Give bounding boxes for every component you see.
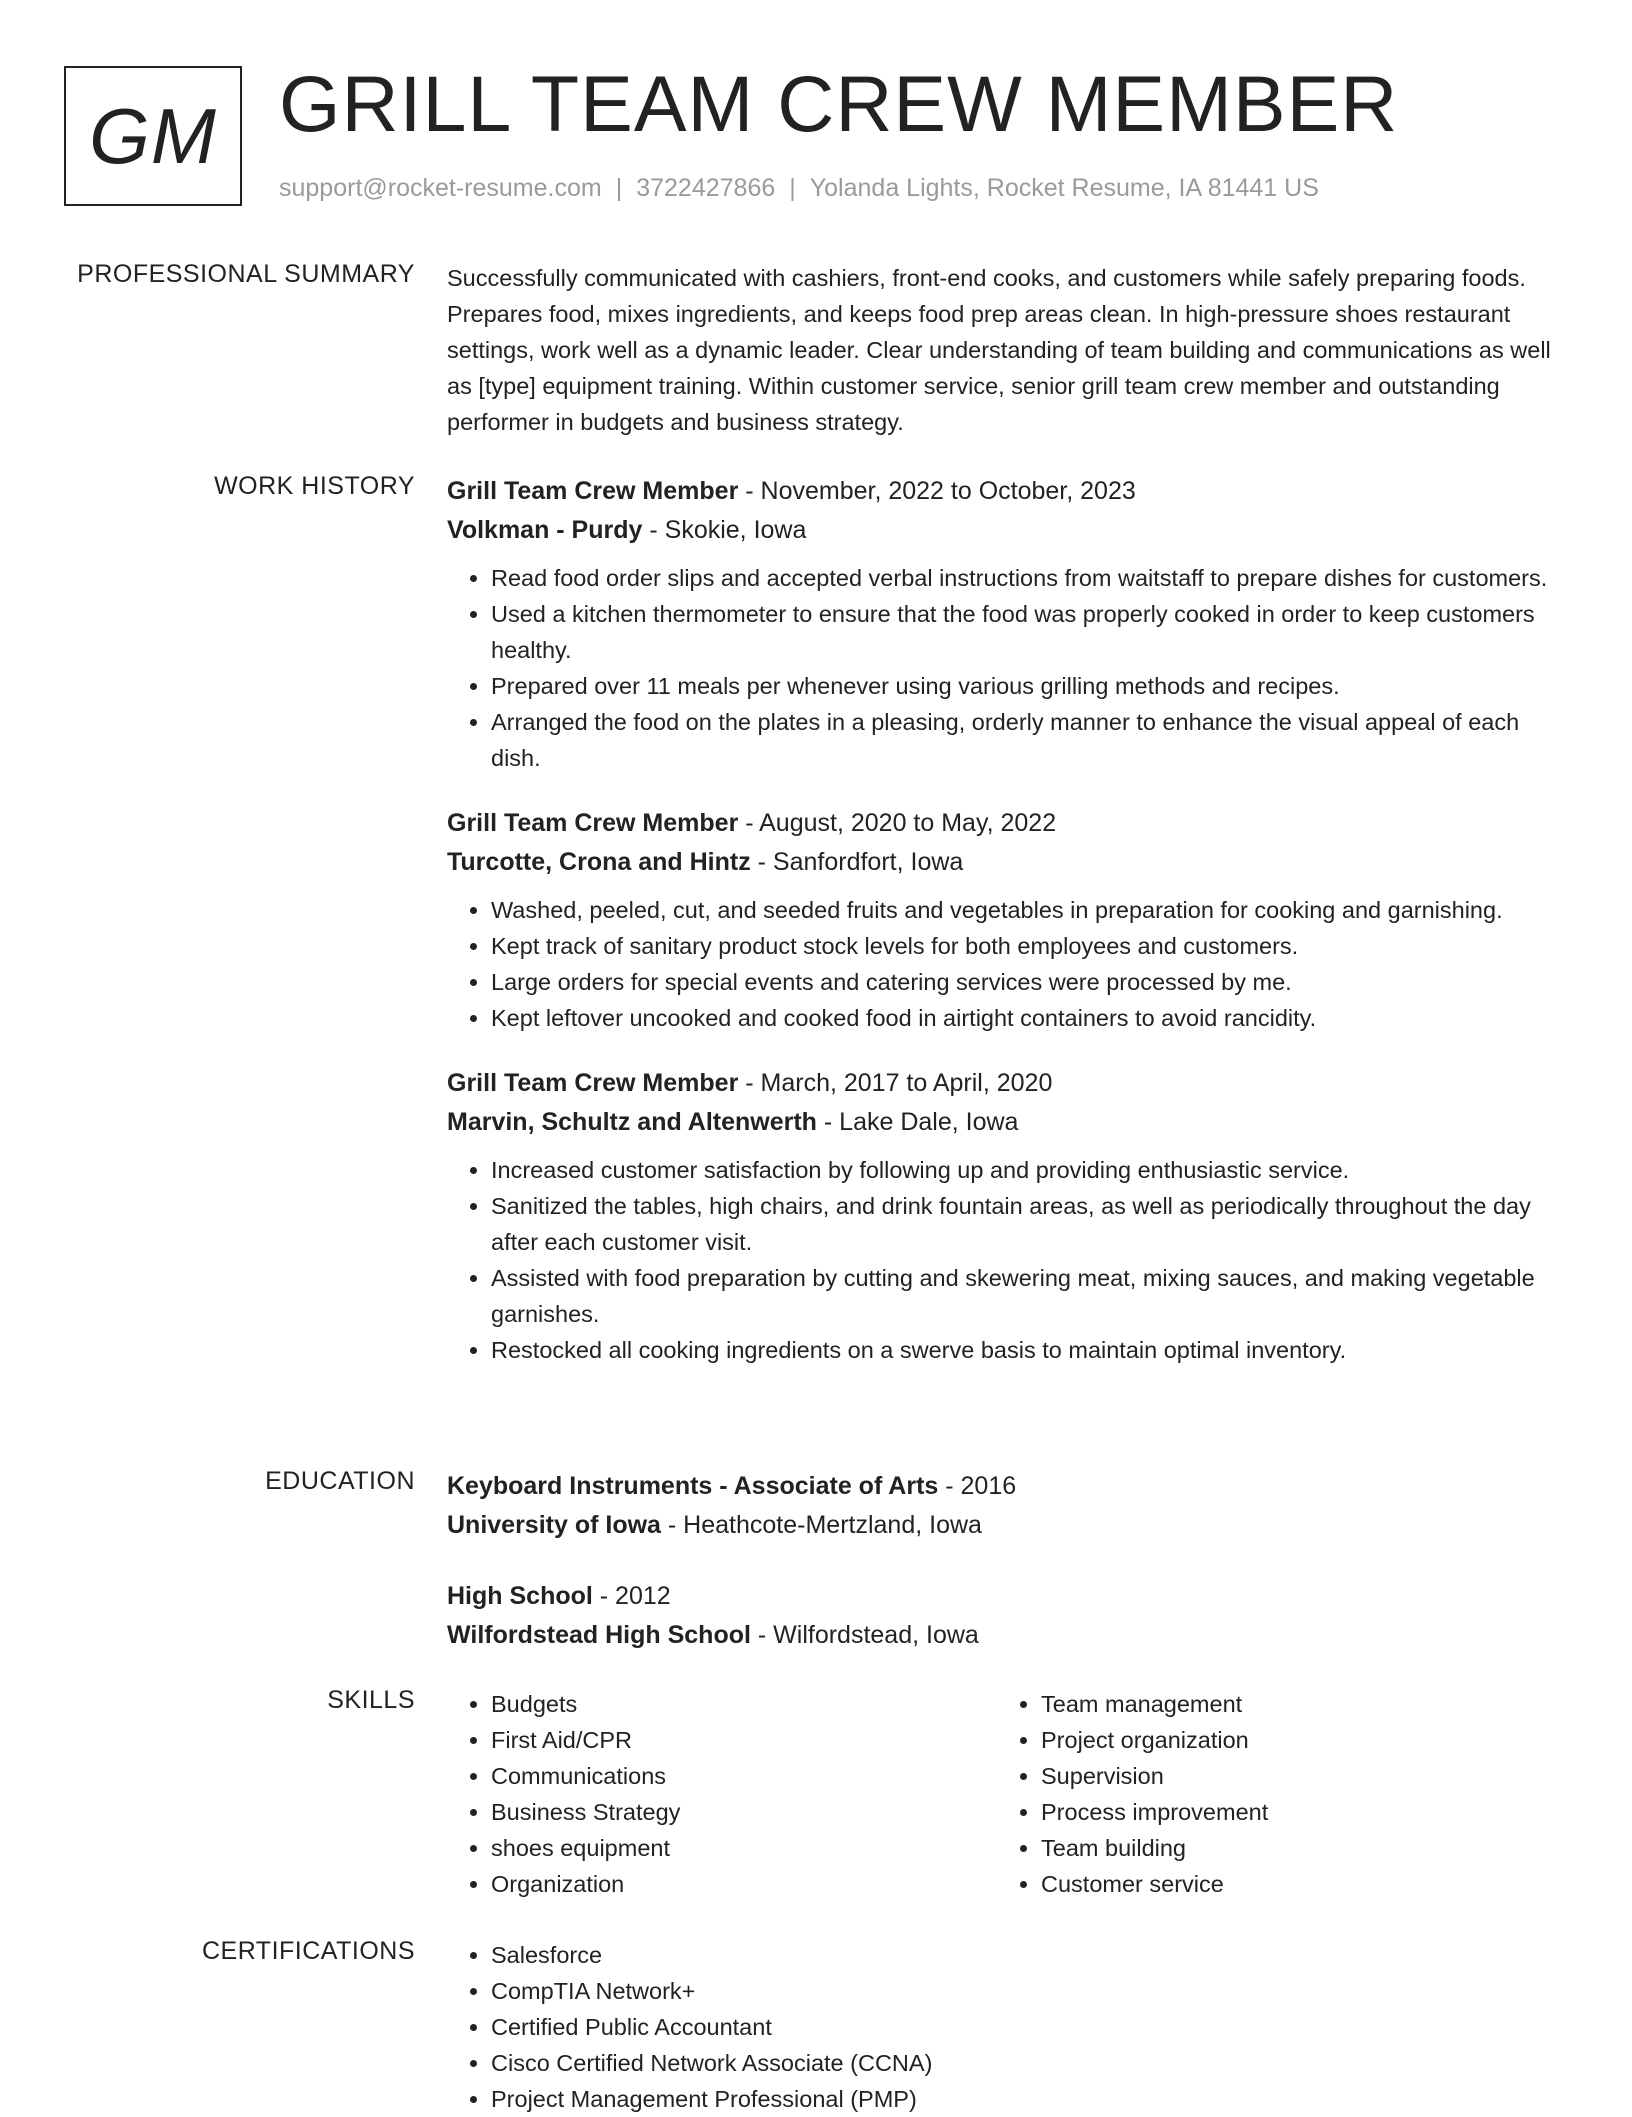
list-item: • Kept leftover uncooked and cooked food in airtight containers to avoid rancidity. [491, 1000, 1562, 1036]
job-company: Turcotte, Crona and Hintz [447, 848, 751, 876]
job-dates: - August, 2020 to May, 2022 [738, 809, 1057, 837]
skills-column-left [447, 1686, 997, 1902]
list-item: • Certified Public Accountant [491, 2009, 1562, 2045]
list-item: • Used a kitchen thermometer to ensure that the food was properly cooked in order to keep customers healthy. [491, 596, 1562, 668]
job-title-line [447, 472, 1562, 511]
job-title: Grill Team Crew Member [447, 809, 739, 837]
list-item: • Large orders for special events and catering services were processed by me. [491, 964, 1562, 1000]
resume-header [64, 59, 1564, 216]
list-item: • Assisted with food preparation by cutting and skewering meat, mixing sauces, and making vegetable garnishes. [491, 1260, 1562, 1332]
education-year: - 2012 [592, 1582, 671, 1610]
list-item: • Supervision [1041, 1758, 1547, 1794]
job-company: Volkman - Purdy [447, 516, 643, 544]
job-entry [447, 472, 1562, 776]
job-bullets [447, 1152, 1562, 1368]
education-school: University of Iowa [447, 1511, 661, 1539]
list-item: • Increased customer satisfaction by following up and providing enthusiastic service. [491, 1152, 1562, 1188]
work-history-body [447, 472, 1562, 1396]
job-entry [447, 1064, 1562, 1368]
job-dates: - March, 2017 to April, 2020 [738, 1069, 1053, 1097]
summary-text: Successfully communicated with cashiers, front-end cooks, and customers while safely preparing foods. Prepares food, mixes ingredients, and keeps food prep areas clean. In high-pressure shoes restaurant settings, work well as a dynamic leader. Clear understanding of team building and communications as well as [type] equipment training. Within customer service, senior grill team crew member and outstanding performer in budgets and business strategy. [447, 265, 1551, 435]
list-item: • Sanitized the tables, high chairs, and drink fountain areas, as well as periodically throughout the day after each customer visit. [491, 1188, 1562, 1260]
section-label-education: EDUCATION [265, 1467, 415, 1495]
list-item: • Washed, peeled, cut, and seeded fruits and vegetables in preparation for cooking and garnishing. [491, 892, 1562, 928]
job-location: - Lake Dale, Iowa [816, 1108, 1019, 1136]
job-bullets [447, 560, 1562, 776]
summary-body [447, 260, 1562, 440]
education-location: - Wilfordstead, Iowa [750, 1621, 979, 1649]
certifications-list [447, 1937, 1562, 2117]
skills-columns [447, 1686, 1562, 1902]
job-company: Marvin, Schultz and Altenwerth [447, 1108, 817, 1136]
section-label-certifications: CERTIFICATIONS [201, 1937, 415, 1965]
job-title-line [447, 804, 1562, 843]
education-school-line [447, 1506, 1562, 1545]
list-item: • CompTIA Network+ [491, 1973, 1562, 2009]
list-item: • Cisco Certified Network Associate (CCNA) [491, 2045, 1562, 2081]
list-item: • Read food order slips and accepted verbal instructions from waitstaff to prepare dishes for customers. [491, 560, 1562, 596]
job-entry [447, 804, 1562, 1036]
section-label-summary: PROFESSIONAL SUMMARY [77, 260, 415, 288]
job-location: - Sanfordfort, Iowa [750, 848, 964, 876]
list-item: • Project organization [1041, 1722, 1547, 1758]
list-item: • Prepared over 11 meals per whenever using various grilling methods and recipes. [491, 668, 1562, 704]
education-school-line [447, 1616, 1562, 1655]
contact-line [279, 174, 1319, 203]
education-entry [447, 1467, 1562, 1545]
list-item: • Kept track of sanitary product stock levels for both employees and customers. [491, 928, 1562, 964]
contact-address: Yolanda Lights, Rocket Resume, IA 81441 US [809, 174, 1319, 202]
list-item: • Business Strategy [491, 1794, 997, 1830]
job-bullets [447, 892, 1562, 1036]
education-degree: High School [447, 1582, 593, 1610]
job-title: Grill Team Crew Member [447, 477, 739, 505]
education-year: - 2016 [938, 1472, 1017, 1500]
job-location: - Skokie, Iowa [642, 516, 807, 544]
skills-list [997, 1686, 1547, 1902]
list-item: • First Aid/CPR [491, 1722, 997, 1758]
section-label-work-history: WORK HISTORY [214, 472, 415, 500]
list-item: • Budgets [491, 1686, 997, 1722]
contact-phone: 3722427866 [636, 174, 776, 202]
page-title: GRILL TEAM CREW MEMBER [279, 59, 1399, 148]
skills-column-right [997, 1686, 1547, 1902]
list-item: • Project Management Professional (PMP) [491, 2081, 1562, 2117]
education-entry [447, 1577, 1562, 1655]
education-school: Wilfordstead High School [447, 1621, 751, 1649]
skills-list [447, 1686, 997, 1902]
education-degree-line [447, 1467, 1562, 1506]
list-item: • Team management [1041, 1686, 1547, 1722]
list-item: • Restocked all cooking ingredients on a swerve basis to maintain optimal inventory. [491, 1332, 1562, 1368]
list-item: • Salesforce [491, 1937, 1562, 1973]
list-item: • Team building [1041, 1830, 1547, 1866]
job-company-line [447, 843, 1562, 882]
contact-email: support@rocket-resume.com [279, 174, 602, 202]
list-item: • shoes equipment [491, 1830, 997, 1866]
contact-separator: | [615, 174, 623, 202]
list-item: • Organization [491, 1866, 997, 1902]
education-body [447, 1467, 1562, 1687]
certifications-body [447, 1937, 1562, 2117]
monogram-logo: GM [64, 66, 242, 206]
section-label-skills: SKILLS [327, 1686, 415, 1714]
job-dates: - November, 2022 to October, 2023 [738, 477, 1136, 505]
job-title-line [447, 1064, 1562, 1103]
list-item: • Customer service [1041, 1866, 1547, 1902]
list-item: • Arranged the food on the plates in a pleasing, orderly manner to enhance the visual appeal of each dish. [491, 704, 1562, 776]
list-item: • Communications [491, 1758, 997, 1794]
list-item: • Process improvement [1041, 1794, 1547, 1830]
job-title: Grill Team Crew Member [447, 1069, 739, 1097]
job-company-line [447, 511, 1562, 550]
education-degree-line [447, 1577, 1562, 1616]
education-location: - Heathcote-Mertzland, Iowa [660, 1511, 982, 1539]
contact-separator: | [789, 174, 796, 202]
skills-body [447, 1686, 1562, 1902]
job-company-line [447, 1103, 1562, 1142]
education-degree: Keyboard Instruments - Associate of Arts [447, 1472, 939, 1500]
